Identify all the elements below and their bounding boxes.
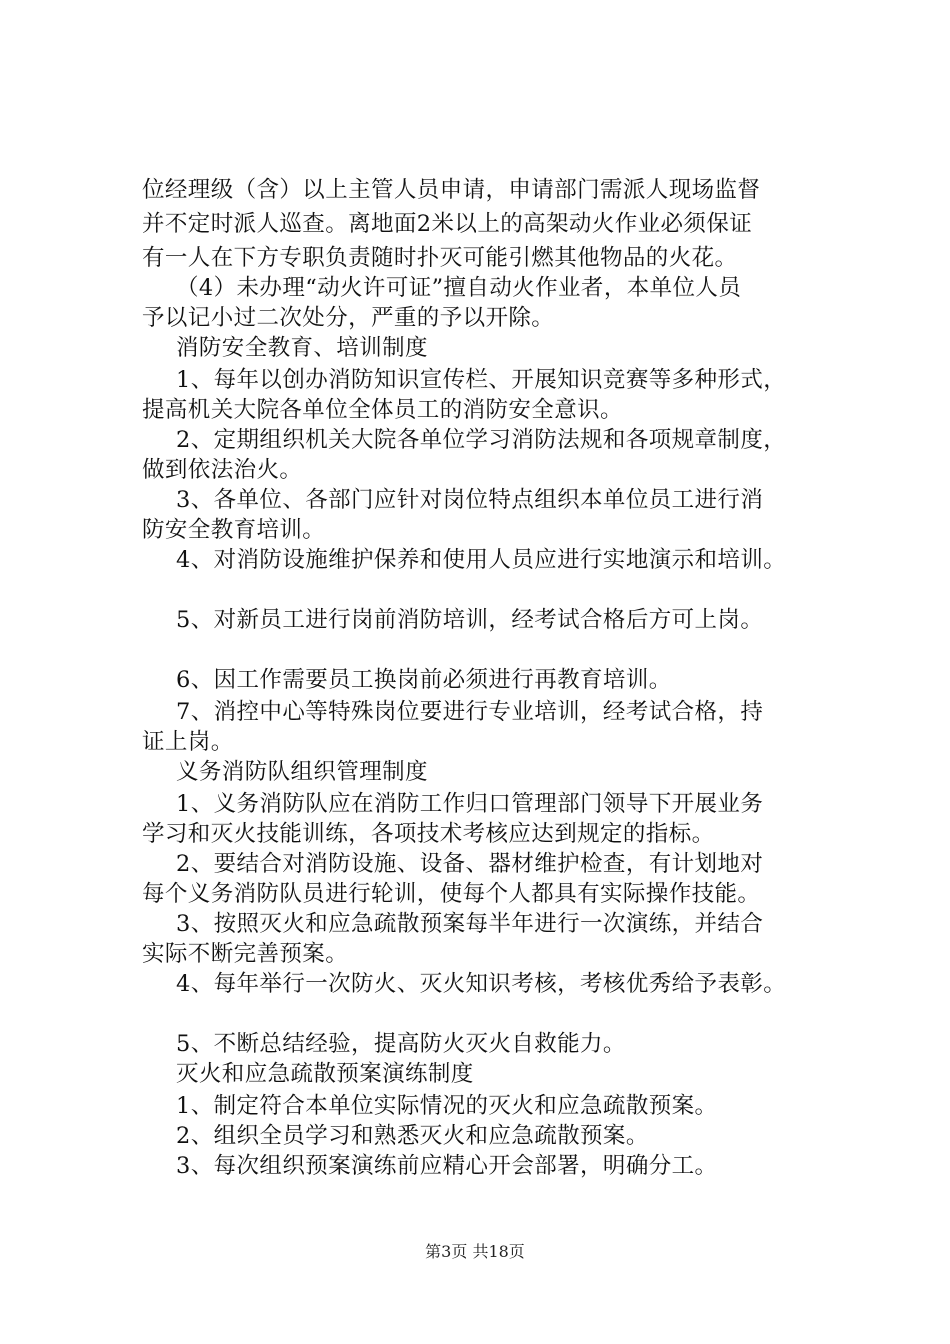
text-line: 防安全教育培训。 <box>142 517 326 543</box>
text-line: 2、组织全员学习和熟悉灭火和应急疏散预案。 <box>176 1123 649 1149</box>
page-number-footer: 第3页 共18页 <box>425 1242 525 1261</box>
text-line: 6、因工作需要员工换岗前必须进行再教育培训。 <box>176 667 672 693</box>
text-line: 做到依法治火。 <box>142 457 303 483</box>
text-line: 证上岗。 <box>142 729 234 755</box>
section-heading: 灭火和应急疏散预案演练制度 <box>176 1061 474 1087</box>
text-line: 3、按照灭火和应急疏散预案每半年进行一次演练，并结合 <box>176 911 764 937</box>
text-line: 2、要结合对消防设施、设备、器材维护检查，有计划地对 <box>176 851 764 877</box>
text-line: 提高机关大院各单位全体员工的消防安全意识。 <box>142 397 623 423</box>
section-heading: 消防安全教育、培训制度 <box>176 335 428 361</box>
text-line: 1、制定符合本单位实际情况的灭火和应急疏散预案。 <box>176 1093 718 1119</box>
text-line: 4、每年举行一次防火、灭火知识考核，考核优秀给予表彰。 <box>176 971 787 997</box>
text-line: （4）未办理“动火许可证”擅自动火作业者，本单位人员 <box>176 275 742 301</box>
text-line: 予以记小过二次处分，严重的予以开除。 <box>142 305 555 331</box>
text-line: 位经理级（含）以上主管人员申请，申请部门需派人现场监督 <box>142 177 761 203</box>
text-line: 实际不断完善预案。 <box>142 941 349 967</box>
text-line: 7、消控中心等特殊岗位要进行专业培训，经考试合格，持 <box>176 699 764 725</box>
text-line: 学习和灭火技能训练，各项技术考核应达到规定的指标。 <box>142 821 715 847</box>
text-line: 并不定时派人巡查。离地面2米以上的高架动火作业必须保证 <box>142 211 753 237</box>
text-line: 2、定期组织机关大院各单位学习消防法规和各项规章制度， <box>176 427 787 453</box>
text-line: 1、每年以创办消防知识宣传栏、开展知识竞赛等多种形式， <box>176 367 787 393</box>
section-heading: 义务消防队组织管理制度 <box>176 759 428 785</box>
text-line: 3、每次组织预案演练前应精心开会部署，明确分工。 <box>176 1153 718 1179</box>
text-line: 5、对新员工进行岗前消防培训，经考试合格后方可上岗。 <box>176 607 764 633</box>
text-line: 5、不断总结经验，提高防火灭火自救能力。 <box>176 1031 626 1057</box>
text-line: 3、各单位、各部门应针对岗位特点组织本单位员工进行消 <box>176 487 764 513</box>
text-line: 每个义务消防队员进行轮训，使每个人都具有实际操作技能。 <box>142 881 761 907</box>
text-line: 4、对消防设施维护保养和使用人员应进行实地演示和培训。 <box>176 547 787 573</box>
text-line: 1、义务消防队应在消防工作归口管理部门领导下开展业务 <box>176 791 764 817</box>
text-line: 有一人在下方专职负责随时扑灭可能引燃其他物品的火花。 <box>142 245 738 271</box>
